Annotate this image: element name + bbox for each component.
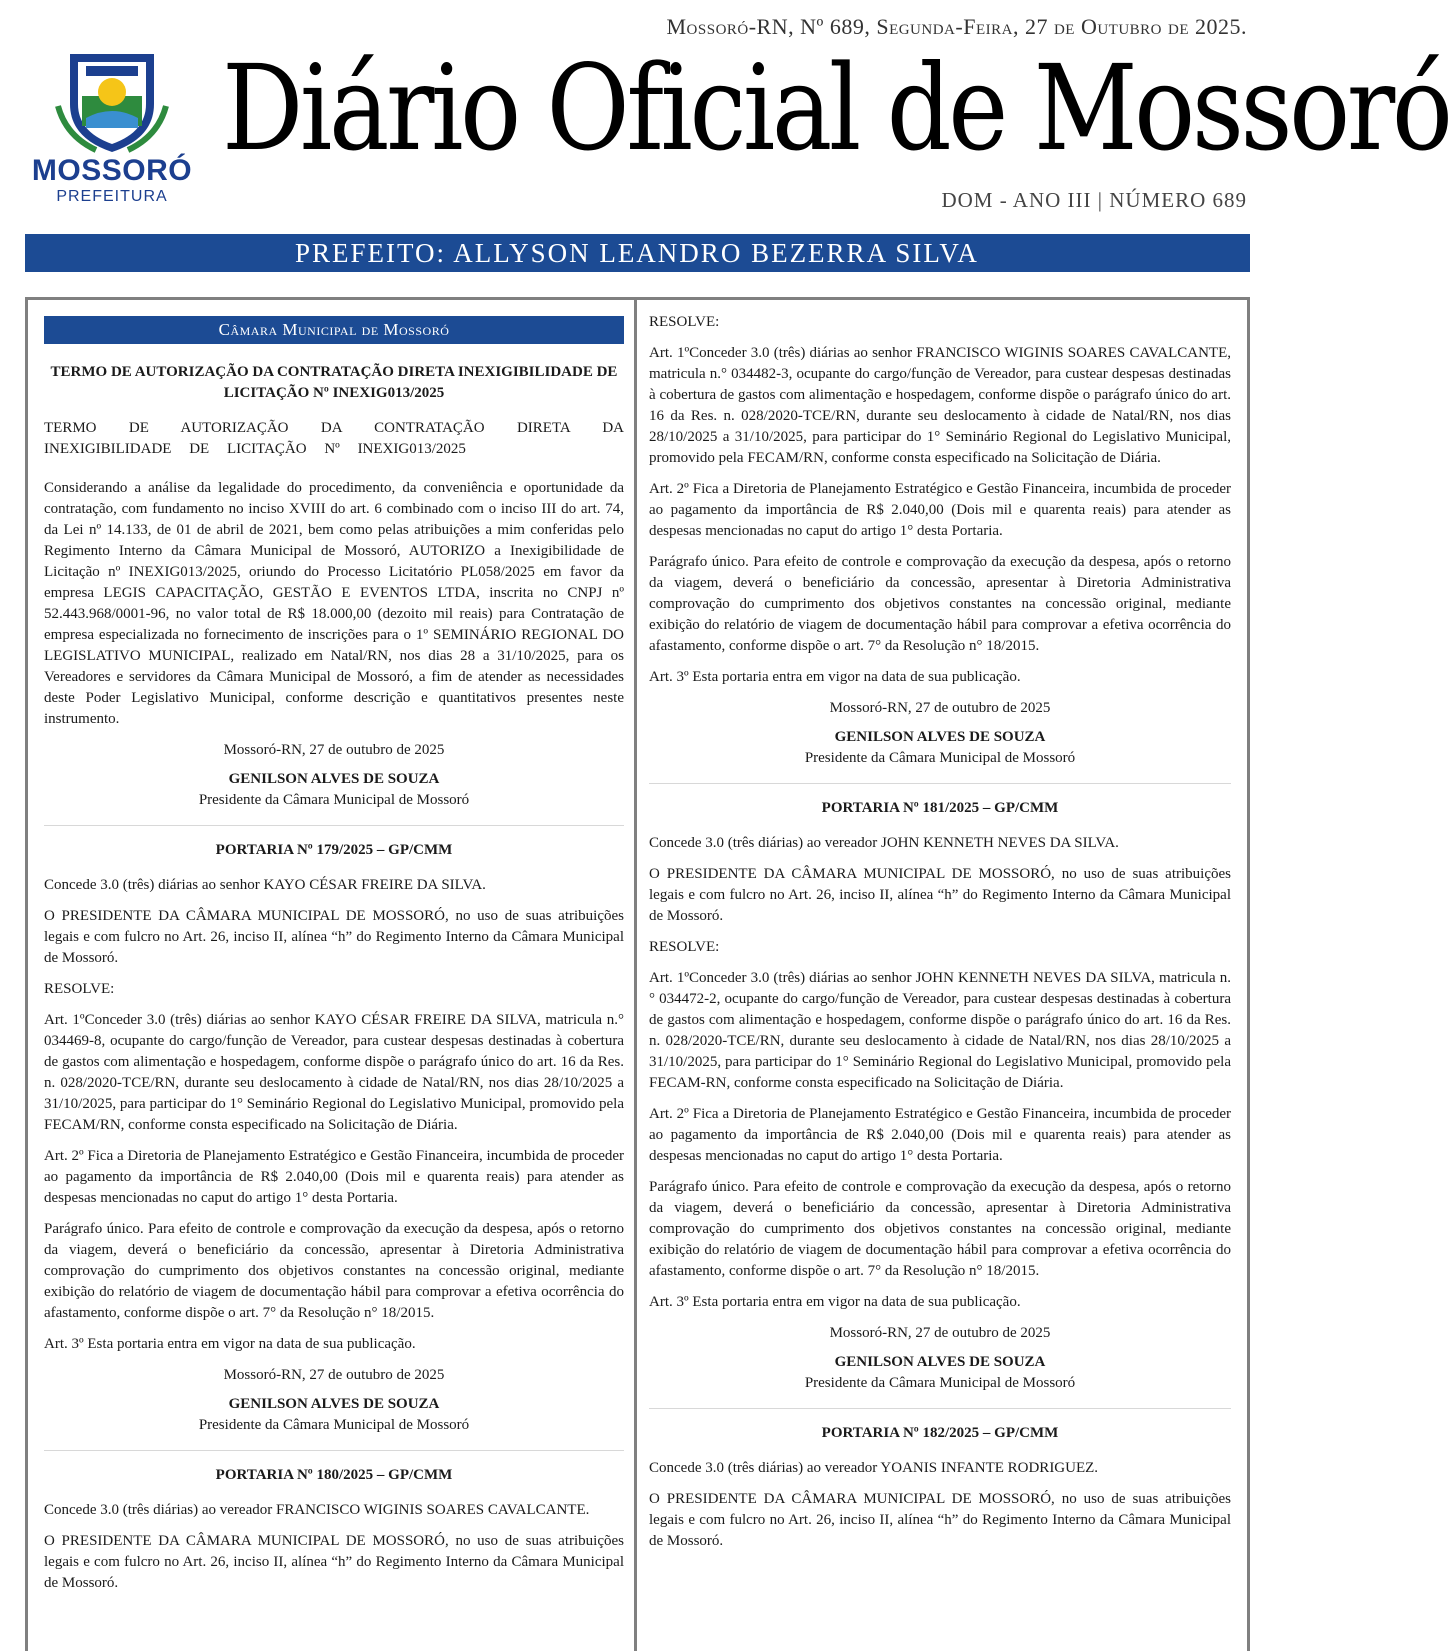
portaria-180-signer-role: Presidente da Câmara Municipal de Mossoró [804,750,1076,766]
portaria-180-resolve: RESOLVE: [649,314,720,330]
portaria-182-start [649,1423,1231,1552]
portaria-179-signer: GENILSON ALVES DE SOUZA [228,1396,440,1412]
section-title: Câmara Municipal de Mossoró [44,316,624,344]
portaria-180-art1: Art. 1ºConceder 3.0 (três) diárias ao senhor FRANCISCO WIGINIS SOARES CAVALCANTE, matricula n.° 034482-3, ocupante do cargo/função de Vereador, para custear despesas destinadas à cobertura de gastos com alimentação e hospedagem, conforme dispõe o parágrafo único do art. 16 da Res. n. 028/2020-TCE/RN, durante seu deslocamento à cidade de Natal/RN, nos dias 28/10/2025 a 31/10/2025, para participar do 1° Seminário Regional do Legislativo Municipal, promovido pela FECAM/RN, conforme consta especificado na Solicitação de Diária. [649,345,1231,466]
portaria-179-signer-role: Presidente da Câmara Municipal de Mossoró [198,1417,470,1433]
portaria-180-art3: Art. 3º Esta portaria entra em vigor na data de sua publicação. [649,669,1021,685]
edition-line: Mossoró-RN, Nº 689, Segunda-Feira, 27 de Outubro de 2025. [666,14,1247,39]
left-column [44,310,624,1604]
termo-body: Considerando a análise da legalidade do procedimento, da conveniência e oportunidade da contratação, com fundamento no inciso XVIII do art. 6 combinado com o inciso III do art. 74, da Lei nº 14.133, de 01 de abril de 2021, bem como pelas atribuições a mim conferidas pelo Regimento Interno da Câmara Municipal de Mossoró, AUTORIZO a Inexigibilidade de Licitação nº INEXIG013/2025, oriundo do Processo Licitatório PL058/2025 em favor da empresa LEGIS CAPACITAÇÃO, GESTÃO E EVENTOS LTDA, inscrita no CNPJ nº 52.443.968/0001-96, no valor total de R$ 18.000,00 (dezoito mil reais) para Contratação de empresa especializada no fornecimento de inscrições para o 1º SEMINÁRIO REGIONAL DO LEGISLATIVO MUNICIPAL, realizado em Natal/RN, nos dias 28 a 31/10/2025, para os Vereadores e servidores da Câmara Municipal de Mossoró, a fim de atender as necessidades deste Poder Legislativo Municipal, conforme descrição e quantitativos presentes neste instrumento. [44,480,624,727]
portaria-180-date: Mossoró-RN, 27 de outubro de 2025 [829,700,1051,716]
portaria-181-art2: Art. 2º Fica a Diretoria de Planejamento Estratégico e Gestão Financeira, incumbida de proceder ao pagamento da importância de R$ 2.040,00 (Dois mil e quarenta reais) para atender as despesas mencionadas no caput do artigo 1° desta Portaria. [649,1106,1231,1164]
portaria-181-preambulo: O PRESIDENTE DA CÂMARA MUNICIPAL DE MOSSORÓ, no uso de suas atribuições legais e com fulcro no Art. 26, inciso II, alínea “h” do Regimento Interno da Câmara Municipal de Mossoró. [649,866,1231,924]
portaria-179-date: Mossoró-RN, 27 de outubro de 2025 [223,1367,445,1383]
portaria-179-art3: Art. 3º Esta portaria entra em vigor na data de sua publicação. [44,1336,416,1352]
page-header [0,0,1450,232]
separator [44,1450,624,1451]
portaria-179-heading: PORTARIA Nº 179/2025 – GP/CMM [215,842,453,858]
column-divider [634,297,637,1651]
right-column [649,312,1231,1562]
portaria-182-concede: Concede 3.0 (três diárias) ao vereador YOANIS INFANTE RODRIGUEZ. [649,1460,1099,1476]
separator [649,1408,1231,1409]
termo-subheading: TERMO DE AUTORIZAÇÃO DA CONTRATAÇÃO DIRETA DA INEXIGIBILIDADE DE LICITAÇÃO Nº INEXIG013/2025 [44,420,624,457]
portaria-180-continued [649,312,1231,769]
portaria-179-concede: Concede 3.0 (três) diárias ao senhor KAYO CÉSAR FREIRE DA SILVA. [44,877,486,893]
logo-sub-text: PREFEITURA [56,188,168,205]
portaria-180-paragrafo: Parágrafo único. Para efeito de controle e comprovação da execução da despesa, após o retorno da viagem, deverá o beneficiário da concessão, apresentar à Diretoria Administrativa comprovação do cumprimento dos objetivos constantes na concessão original, mediante exibição do relatório de viagem de documentação hábil para comprovar a efetiva ocorrência do afastamento, conforme dispõe o art. 7° da Resolução n° 18/2015. [649,554,1231,654]
portaria-181-resolve: RESOLVE: [649,939,720,955]
issue-number-line: DOM - ANO III | NÚMERO 689 [941,188,1247,212]
portaria-181-art3: Art. 3º Esta portaria entra em vigor na data de sua publicação. [649,1294,1021,1310]
portaria-181-paragrafo: Parágrafo único. Para efeito de controle e comprovação da execução da despesa, após o retorno da viagem, deverá o beneficiário da concessão, apresentar à Diretoria Administrativa comprovação do cumprimento dos objetivos constantes na concessão original, mediante exibição do relatório de viagem de documentação hábil para comprovar a efetiva ocorrência do afastamento, conforme dispõe o art. 7° da Resolução n° 18/2015. [649,1179,1231,1279]
portaria-179 [44,840,624,1436]
portaria-179-art1: Art. 1ºConceder 3.0 (três) diárias ao senhor KAYO CÉSAR FREIRE DA SILVA, matricula n.° 034469-8, ocupante do cargo/função de Vereador, para custear despesas destinadas à cobertura de gastos com alimentação e hospedagem, conforme dispõe o parágrafo único do art. 16 da Res. n. 028/2020-TCE/RN, durante seu deslocamento à cidade de Natal/RN, nos dias 28/10/2025 a 31/10/2025, para participar do 1° Seminário Regional do Legislativo Municipal, promovido pela FECAM/RN, conforme consta especificado na Solicitação de Diária. [44,1012,624,1133]
portaria-181-signer: GENILSON ALVES DE SOUZA [834,1354,1046,1370]
portaria-181-signer-role: Presidente da Câmara Municipal de Mossoró [804,1375,1076,1391]
portaria-181 [649,798,1231,1394]
portaria-180-art2: Art. 2º Fica a Diretoria de Planejamento Estratégico e Gestão Financeira, incumbida de proceder ao pagamento da importância de R$ 2.040,00 (Dois mil e quarenta reais) para atender as despesas mencionadas no caput do artigo 1° desta Portaria. [649,481,1231,539]
mayor-banner: PREFEITO: ALLYSON LEANDRO BEZERRA SILVA [25,234,1250,272]
prefeitura-logo [22,46,202,206]
portaria-180-concede: Concede 3.0 (três diárias) ao vereador FRANCISCO WIGINIS SOARES CAVALCANTE. [44,1502,590,1518]
city-crest-icon [56,46,168,156]
portaria-181-heading: PORTARIA Nº 181/2025 – GP/CMM [821,800,1059,816]
termo-date: Mossoró-RN, 27 de outubro de 2025 [223,742,445,758]
portaria-179-resolve: RESOLVE: [44,981,115,997]
masthead-title: Diário Oficial de Mossoró [222,39,1450,177]
portaria-181-concede: Concede 3.0 (três diárias) ao vereador JOHN KENNETH NEVES DA SILVA. [649,835,1119,851]
portaria-181-date: Mossoró-RN, 27 de outubro de 2025 [829,1325,1051,1341]
separator [649,783,1231,784]
portaria-179-preambulo: O PRESIDENTE DA CÂMARA MUNICIPAL DE MOSSORÓ, no uso de suas atribuições legais e com fulcro no Art. 26, inciso II, alínea “h” do Regimento Interno da Câmara Municipal de Mossoró. [44,908,624,966]
separator [44,825,624,826]
termo-autorizacao [44,362,624,811]
portaria-180-heading: PORTARIA Nº 180/2025 – GP/CMM [215,1467,453,1483]
portaria-180-signer: GENILSON ALVES DE SOUZA [834,729,1046,745]
portaria-182-preambulo: O PRESIDENTE DA CÂMARA MUNICIPAL DE MOSSORÓ, no uso de suas atribuições legais e com fulcro no Art. 26, inciso II, alínea “h” do Regimento Interno da Câmara Municipal de Mossoró. [649,1491,1231,1549]
portaria-179-art2: Art. 2º Fica a Diretoria de Planejamento Estratégico e Gestão Financeira, incumbida de proceder ao pagamento da importância de R$ 2.040,00 (Dois mil e quarenta reais) para atender as despesas mencionadas no caput do artigo 1° desta Portaria. [44,1148,624,1206]
portaria-181-art1: Art. 1ºConceder 3.0 (três) diárias ao senhor JOHN KENNETH NEVES DA SILVA, matricula n.° 034472-2, ocupante do cargo/função de Vereador, para custear despesas destinadas à cobertura de gastos com alimentação e hospedagem, conforme dispõe o parágrafo único do art. 16 da Res. n. 028/2020-TCE/RN, durante seu deslocamento à cidade de Natal/RN, nos dias 28/10/2025 a 31/10/2025, para participar do 1° Seminário Regional do Legislativo Municipal, promovido pela FECAM-RN, conforme consta especificado na Solicitação de Diária. [649,970,1231,1091]
termo-signer-role: Presidente da Câmara Municipal de Mossoró [198,792,470,808]
termo-signer: GENILSON ALVES DE SOUZA [228,771,440,787]
portaria-179-paragrafo: Parágrafo único. Para efeito de controle e comprovação da execução da despesa, após o retorno da viagem, deverá o beneficiário da concessão, apresentar à Diretoria Administrativa comprovação do cumprimento dos objetivos constantes na concessão original, mediante exibição do relatório de viagem de documentação hábil para comprovar a efetiva ocorrência do afastamento, conforme dispõe o art. 7° da Resolução n° 18/2015. [44,1221,624,1321]
portaria-182-heading: PORTARIA Nº 182/2025 – GP/CMM [821,1425,1059,1441]
portaria-180-start [44,1465,624,1594]
portaria-180-preambulo: O PRESIDENTE DA CÂMARA MUNICIPAL DE MOSSORÓ, no uso de suas atribuições legais e com fulcro no Art. 26, inciso II, alínea “h” do Regimento Interno da Câmara Municipal de Mossoró. [44,1533,624,1591]
logo-brand-text: MOSSORÓ [31,154,193,187]
termo-heading: TERMO DE AUTORIZAÇÃO DA CONTRATAÇÃO DIRETA INEXIGIBILIDADE DE LICITAÇÃO Nº INEXIG013/2025 [50,364,618,401]
